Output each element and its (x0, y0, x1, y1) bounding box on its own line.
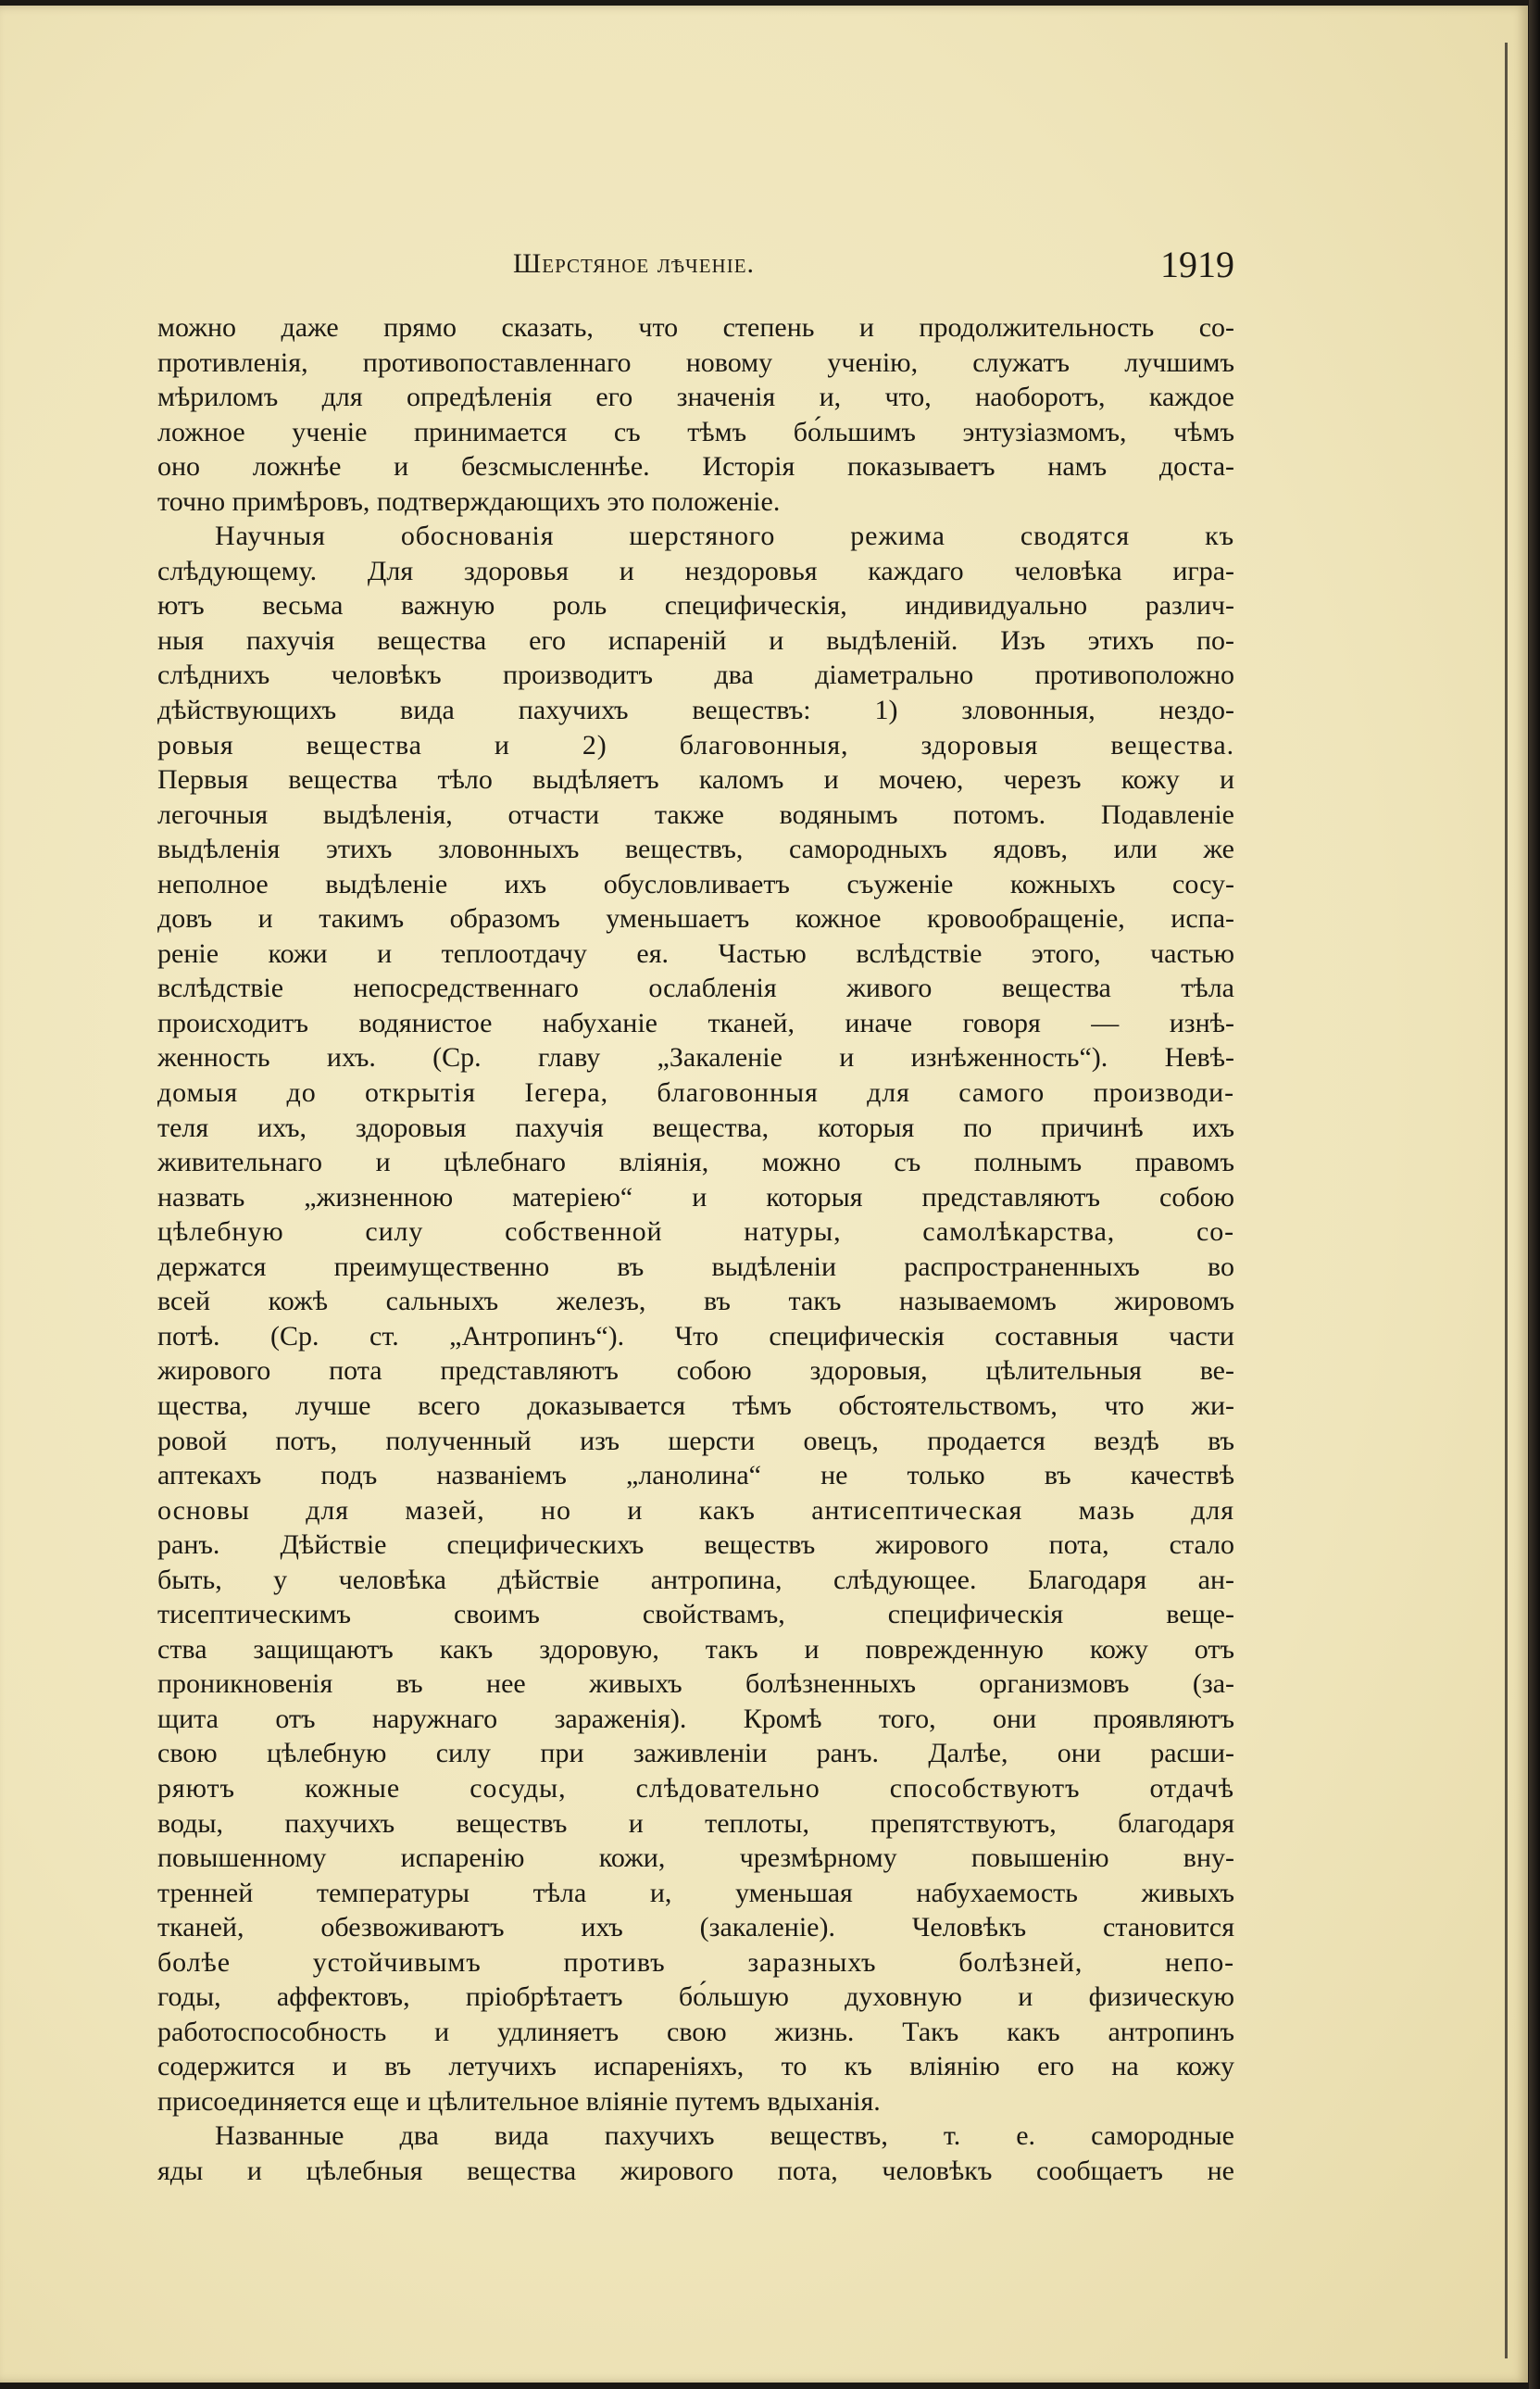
text-line: ряютъ кожные сосуды, слѣдовательно способствуютъ отдачѣ (157, 1772, 1234, 1804)
text-line: Названные два вида пахучихъ веществъ, т. е. самородные (215, 2120, 1234, 2152)
text-line: ства защищаютъ какъ здоровую, такъ и поврежденную кожу отъ (157, 1633, 1234, 1665)
text-line: потѣ. (Ср. ст. „Антропинъ“). Что специфическія составныя части (157, 1320, 1234, 1352)
body-text (157, 310, 1234, 2189)
text-line: яды и цѣлебныя вещества жирового пота, человѣкъ сообщаетъ не (157, 2155, 1234, 2186)
text-line: держатся преимущественно въ выдѣленіи распространенныхъ во (157, 1251, 1234, 1282)
text-line: ранъ. Дѣйствіе специфическихъ веществъ жирового пота, стало (157, 1529, 1234, 1561)
text-line: слѣднихъ человѣкъ производитъ два діаметрально противоположно (157, 660, 1234, 691)
text-line: легочныя выдѣленія, отчасти также водянымъ потомъ. Подавленіе (157, 798, 1234, 830)
text-line: присоединяется еще и цѣлительное вліяніе путемъ вдыханія. (157, 2085, 881, 2117)
text-line: мѣриломъ для опредѣленія его значенія и, что, наоборотъ, каждое (157, 382, 1234, 413)
text-line: тканей, обезвоживаютъ ихъ (закаленіе). Человѣкъ становится (157, 1912, 1234, 1943)
text-line: основы для мазей, но и какъ антисептическая мазь для (157, 1494, 1234, 1526)
text-line: оно ложнѣе и безсмысленнѣе. Исторія показываетъ намъ доста- (157, 451, 1234, 483)
text-line: теля ихъ, здоровыя пахучія вещества, которыя по причинѣ ихъ (157, 1112, 1234, 1143)
text-line: дѣйствующихъ вида пахучихъ веществъ: 1) зловонныя, нездо- (157, 695, 1234, 726)
text-line: тисептическимъ своимъ свойствамъ, специфическія веще- (157, 1599, 1234, 1630)
text-line: воды, пахучихъ веществъ и теплоты, препятствуютъ, благодаря (157, 1807, 1234, 1839)
text-line: Первыя вещества тѣло выдѣляетъ каломъ и мочею, черезъ кожу и (157, 764, 1234, 796)
page-number: 1919 (1160, 244, 1234, 285)
text-line: женность ихъ. (Ср. главу „Закаленіе и изнѣженность“). Невѣ- (157, 1042, 1234, 1074)
text-line: свою цѣлебную силу при заживленіи ранъ. Далѣе, они расши- (157, 1738, 1234, 1769)
text-line: ютъ весьма важную роль специфическія, индивидуально различ- (157, 590, 1234, 622)
page-header (157, 243, 1234, 289)
text-line: можно даже прямо сказать, что степень и продолжительность со- (157, 312, 1234, 343)
text-line: довъ и такимъ образомъ уменьшаетъ кожное кровообращеніе, испа- (157, 903, 1234, 935)
text-line: неполное выдѣленіе ихъ обусловливаетъ съуженіе кожныхъ сосу- (157, 868, 1234, 899)
text-line: щества, лучше всего доказывается тѣмъ обстоятельствомъ, что жи- (157, 1389, 1234, 1421)
text-line: щита отъ наружнаго зараженія). Кромѣ того, они проявляютъ (157, 1703, 1234, 1734)
text-line: выдѣленія этихъ зловонныхъ веществъ, самородныхъ ядовъ, или же (157, 834, 1234, 865)
text-line: Научныя обоснованія шерстяного режима сводятся къ (215, 521, 1234, 552)
page-edge-line (1505, 43, 1508, 2358)
text-line: быть, у человѣка дѣйствіе антропина, слѣдующее. Благодаря ан- (157, 1564, 1234, 1595)
text-line: цѣлебную силу собственной натуры, самолѣкарства, со- (157, 1216, 1234, 1248)
text-line: точно примѣровъ, подтверждающихъ это положеніе. (157, 485, 781, 517)
text-line: происходитъ водянистое набуханіе тканей, иначе говоря — изнѣ- (157, 1007, 1234, 1038)
text-line: годы, аффектовъ, пріобрѣтаетъ бо́льшую духовную и физическую (157, 1981, 1234, 2013)
text-line: жирового пота представляютъ собою здоровыя, цѣлительныя ве- (157, 1355, 1234, 1387)
text-line: противленія, противопоставленнаго новому ученію, служатъ лучшимъ (157, 346, 1234, 378)
text-line: назвать „жизненною матеріею“ и которыя представляютъ собою (157, 1181, 1234, 1213)
text-line: работоспособность и удлиняетъ свою жизнь. Такъ какъ антропинъ (157, 2016, 1234, 2047)
text-line: повышенному испаренію кожи, чрезмѣрному повышенію вну- (157, 1842, 1234, 1874)
book-edge (1529, 0, 1540, 2389)
running-title: Шерстяное лѣченіе. (513, 248, 756, 279)
text-line: ныя пахучія вещества его испареній и выдѣленій. Изъ этихъ по- (157, 624, 1234, 656)
text-line: ложное ученіе принимается съ тѣмъ бо́льшимъ энтузіазмомъ, чѣмъ (157, 416, 1234, 447)
text-line: ровой потъ, полученный изъ шерсти овецъ, продается вездѣ въ (157, 1425, 1234, 1456)
text-line: аптекахъ подъ названіемъ „ланолина“ не только въ качествѣ (157, 1460, 1234, 1491)
text-line: ровыя вещества и 2) благовонныя, здоровыя вещества. (157, 729, 1234, 761)
text-line: домыя до открытія Iегера, благовонныя для самого производи- (157, 1077, 1234, 1109)
text-line: проникновенія въ нее живыхъ болѣзненныхъ организмовъ (за- (157, 1668, 1234, 1700)
text-line: всей кожѣ сальныхъ железъ, въ такъ называемомъ жировомъ (157, 1286, 1234, 1317)
text-line: вслѣдствіе непосредственнаго ослабленія живого вещества тѣла (157, 973, 1234, 1004)
text-line: содержится и въ летучихъ испареніяхъ, то къ вліянію его на кожу (157, 2051, 1234, 2082)
text-line: тренней температуры тѣла и, уменьшая набухаемость живыхъ (157, 1877, 1234, 1908)
text-line: слѣдующему. Для здоровья и нездоровья каждаго человѣка игра- (157, 555, 1234, 586)
text-line: живительнаго и цѣлебнаго вліянія, можно съ полнымъ правомъ (157, 1147, 1234, 1178)
text-line: болѣе устойчивымъ противъ заразныхъ болѣзней, непо- (157, 1946, 1234, 1978)
text-line: реніе кожи и теплоотдачу ея. Частью вслѣдствіе этого, частью (157, 937, 1234, 969)
